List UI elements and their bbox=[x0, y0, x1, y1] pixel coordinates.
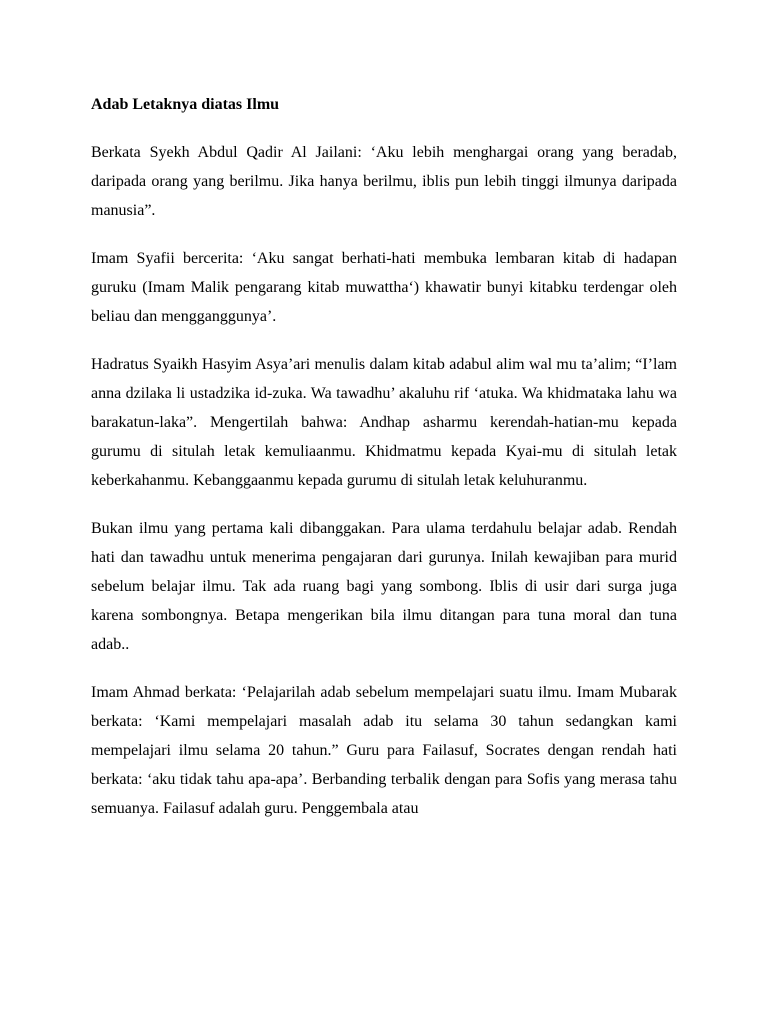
document-page bbox=[91, 90, 677, 842]
paragraph-abdul-qadir: Berkata Syekh Abdul Qadir Al Jailani: ‘Aku lebih menghargai orang yang beradab, daripada orang yang berilmu. Jika hanya berilmu, iblis pun lebih tinggi ilmunya daripada manusia”. bbox=[91, 144, 677, 219]
paragraph-bukan-ilmu: Bukan ilmu yang pertama kali dibanggakan. Para ulama terdahulu belajar adab. Rendah hati dan tawadhu untuk menerima pengajaran dari gurunya. Inilah kewajiban para murid sebelum belajar ilmu. Tak ada ruang bagi yang sombong. Iblis di usir dari surga juga karena sombongnya. Betapa mengerikan bila ilmu ditangan para tuna moral dan tuna adab.. bbox=[91, 520, 677, 653]
paragraph-imam-syafii: Imam Syafii bercerita: ‘Aku sangat berhati-hati membuka lembaran kitab di hadapan guruku (Imam Malik pengarang kitab muwattha‘) khawatir bunyi kitabku terdengar oleh beliau dan mengganggunya’. bbox=[91, 250, 677, 325]
paragraph-hasyim-asyari: Hadratus Syaikh Hasyim Asya’ari menulis dalam kitab adabul alim wal mu ta’alim; “I’lam anna dzilaka li ustadzika id-zuka. Wa tawadhu’ akaluhu rif ‘atuka. Wa khidmataka lahu wa barakatun-laka”. Mengertilah bahwa: Andhap asharmu kerendah-hatian-mu kepada gurumu di situlah letak kemuliaanmu. Khidmatmu kepada Kyai-mu di situlah letak keberkahanmu. Kebanggaanmu kepada gurumu di situlah letak keluhuranmu. bbox=[91, 356, 677, 489]
paragraph-imam-ahmad: Imam Ahmad berkata: ‘Pelajarilah adab sebelum mempelajari suatu ilmu. Imam Mubarak berkata: ‘Kami mempelajari masalah adab itu selama 30 tahun sedangkan kami mempelajari ilmu selama 20 tahun.” Guru para Failasuf, Socrates dengan rendah hati berkata: ‘aku tidak tahu apa-apa’. Berbanding terbalik dengan para Sofis yang merasa tahu semuanya. Failasuf adalah guru. Penggembala atau bbox=[91, 684, 677, 817]
document-title: Adab Letaknya diatas Ilmu bbox=[91, 96, 280, 113]
